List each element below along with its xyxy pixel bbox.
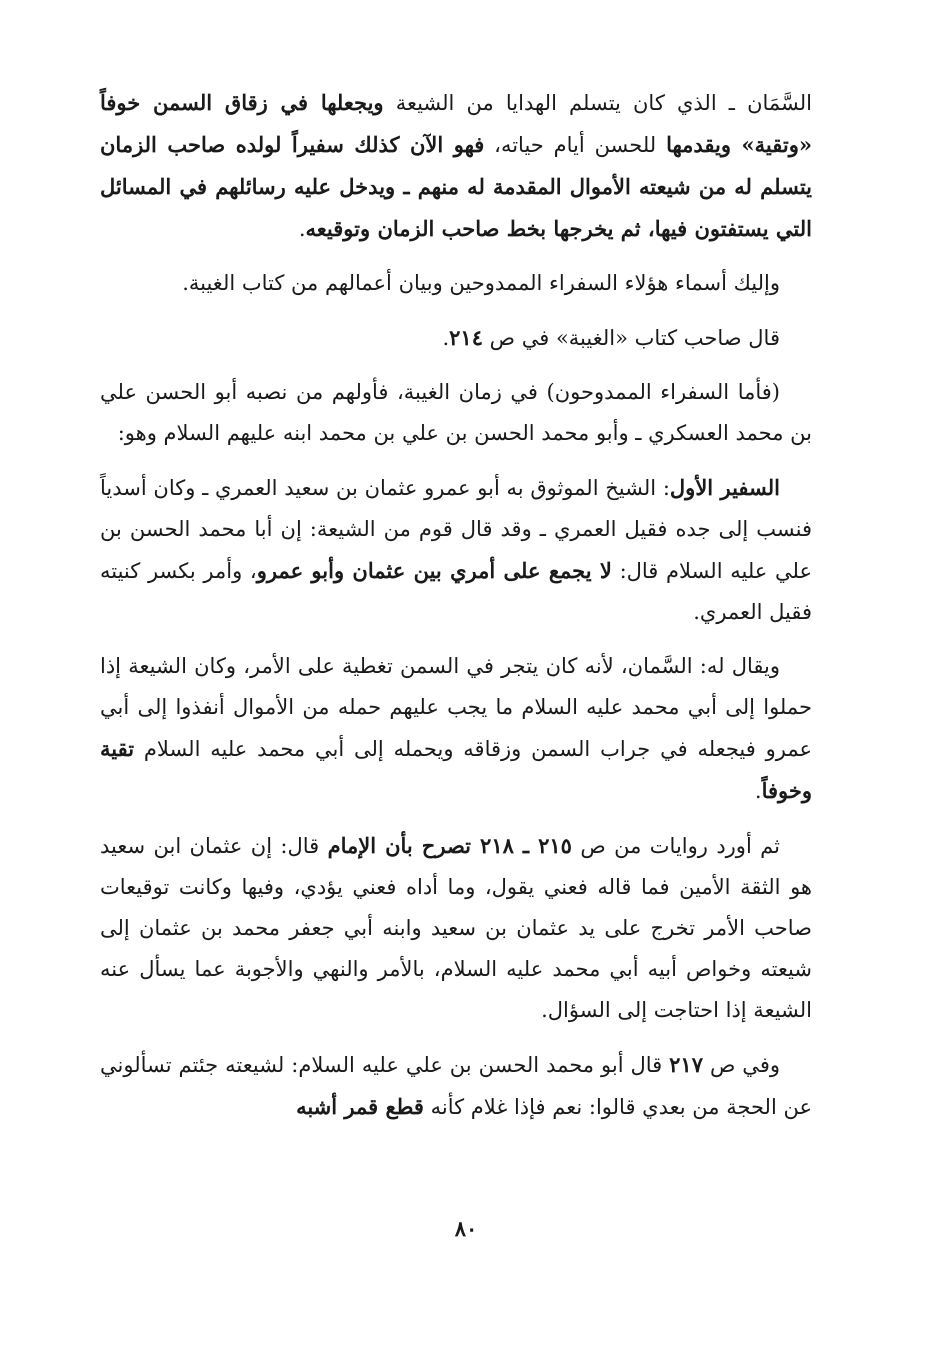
page-number: ٨٠ [454, 1216, 478, 1241]
text-run: قال صاحب كتاب «الغيبة» في ص [482, 326, 780, 350]
text-run: قال أبو محمد الحسن بن علي عليه السلام: لشيعته جئتم تسألوني عن الحجة من بعدي قالوا: نعم فإذا غلام كأنه [100, 1053, 812, 1119]
text-run: قال: إن عثمان ابن سعيد هو الثقة الأمين فما قاله فعني يقول، وما أداه فعني يؤدي، وفيها وكانت توقيعات صاحب الأمر تخرج على يد عثمان بن سعيد وابنه أبي جعفر محمد بن عثمان إلى شيعته وخواص أبيه أبي محمد عليه السلام، بالأمر والنهي والأجوبة عما يسأل عنه الشيعة إذا احتاجت إلى السؤال. [100, 834, 812, 1022]
text-run: . [754, 779, 762, 803]
bold-text-run: السفير الأول [669, 475, 781, 500]
text-run: وإليك أسماء هؤلاء السفراء الممدوحين وبيان أعمالهم من كتاب الغيبة. [182, 271, 780, 295]
text-run: : الشيخ الموثوق به أبو عمرو عثمان بن سعيد العمري ـ وكان أسدياً فنسب إلى جده فقيل العمري ـ وقد قال قوم من الشيعة: إن أبا محمد الحسن بن علي عليه السلام قال: [100, 476, 812, 583]
bold-text-run: ٢١٧ [669, 1052, 703, 1077]
bold-text-run: لا يجمع على أمري بين عثمان وأبو عمرو [256, 558, 612, 583]
page-body [100, 82, 812, 1141]
text-run: ويقال له: السَّمان، لأنه كان يتجر في السمن تغطية على الأمر، وكان الشيعة إذا حملوا إلى أبي محمد عليه السلام ما يجب عليهم حمله من الأموال أنفذوا إلى أبي عمرو فيجعله في جراب السمن وزقاقه ويحمله إلى أبي محمد عليه السلام [100, 654, 812, 761]
paragraph [100, 646, 812, 812]
paragraph [100, 263, 812, 304]
paragraph [100, 467, 812, 633]
text-run: السَّمَان ـ الذي كان يتسلم الهدايا من الشيعة [383, 91, 812, 115]
text-run: ثم أورد روايات من ص [571, 834, 781, 858]
paragraph [100, 372, 812, 454]
bold-text-run: ويجعلها في زقاق السمن خوفاً «وتقية» ويقدمها [100, 90, 812, 157]
text-run: (فأما السفراء الممدوحون) في زمان الغيبة، فأولهم من نصبه أبو الحسن علي بن محمد العسكري ـ وأبو محمد الحسن بن علي بن محمد ابنه عليهم السلام وهو: [100, 380, 812, 445]
text-run: للحسن أيام حياته، [484, 133, 667, 157]
bold-text-run: ٢١٥ ـ ٢١٨ تصرح بأن الإمام [327, 833, 572, 858]
bold-text-run: فهو الآن كذلك سفيراً لولده صاحب الزمان يتسلم له من شيعته الأموال المقدمة له منهم ـ ويدخل عليه رسائلهم في المسائل التي يستفتون فيها، ثم يخرجها بخط صاحب الزمان وتوقيعه [100, 132, 812, 241]
bold-text-run: قطع قمر أشبه [296, 1094, 424, 1119]
bold-text-run: تقية وخوفاً [100, 736, 812, 803]
paragraph [100, 1044, 812, 1128]
text-run: وفي ص [703, 1053, 780, 1077]
paragraph [100, 82, 812, 250]
text-run: . [298, 217, 306, 241]
text-run: . [442, 326, 450, 350]
text-run: ، وأمر بكسر كنيته فقيل العمري. [100, 559, 812, 624]
bold-text-run: ٢١٤ [449, 325, 483, 350]
paragraph [100, 825, 812, 1031]
paragraph [100, 317, 812, 359]
